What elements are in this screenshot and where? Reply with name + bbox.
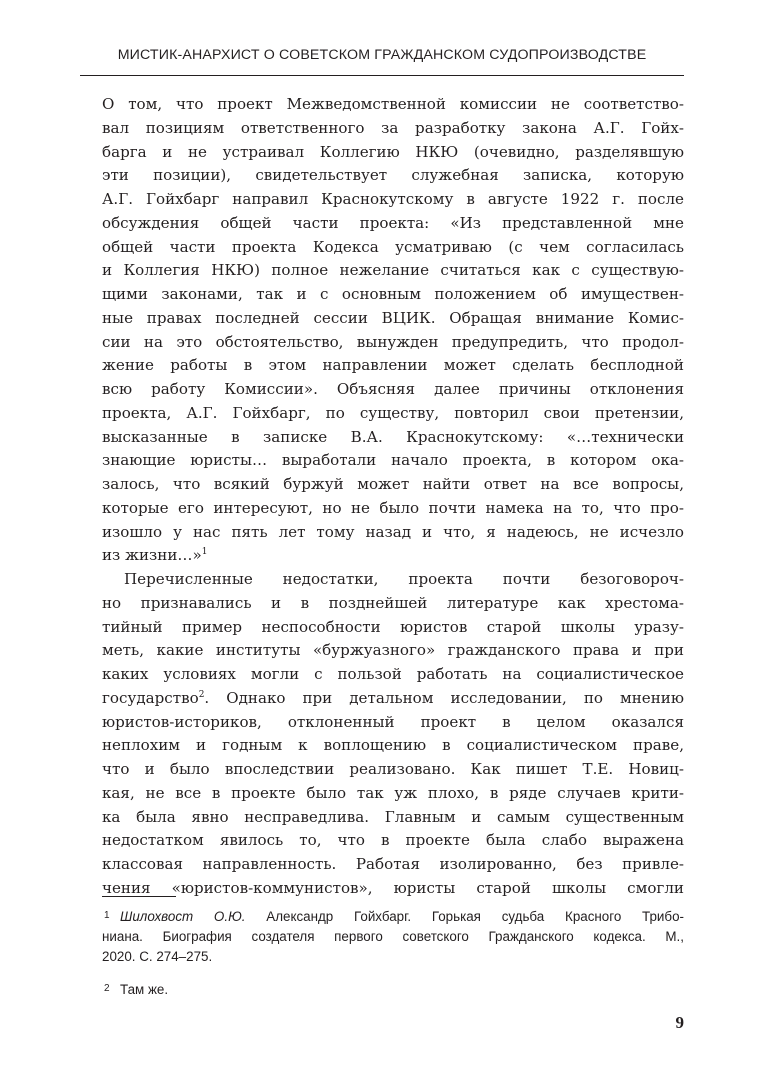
- text-line: кая, не все в проекте было так уж плохо, в ряде случаев крити-: [102, 783, 684, 802]
- text-line: О том, что проект Межведомственной комиссии не соответство-: [102, 95, 684, 113]
- text-line: которые его интересуют, но не было почти намека на то, что про-: [102, 498, 684, 517]
- page-number: 9: [675, 1013, 684, 1032]
- text-line: барга и не устраивал Коллегию НКЮ (очевидно, разделявшую: [102, 142, 684, 161]
- text-fragment: из жизни…»: [102, 546, 202, 565]
- footnote-line: 2020. С. 274–275.: [102, 949, 213, 964]
- text-line: А.Г. Гойхбарг направил Краснокутскому в августе 1922 г. после: [102, 190, 684, 208]
- text-line: [102, 544, 684, 568]
- footnote-line: ниана. Биография создателя первого советского Гражданского кодекса. М.,: [102, 929, 684, 944]
- text-line: сии на это обстоятельство, вынужден предупредить, что продол-: [102, 332, 684, 351]
- footnote-ref[interactable]: 2: [198, 689, 205, 700]
- footnote-number: 1: [104, 910, 110, 921]
- text-line: чения «юристов-коммунистов», юристы старой школы смогли: [102, 878, 684, 897]
- text-line: изошло у нас пять лет тому назад и что, я надеюсь, не исчезло: [102, 522, 684, 541]
- text-line: вал позициям ответственного за разработку закона А.Г. Гойх-: [102, 118, 684, 137]
- text-line: эти позиции), свидетельствует служебная записка, которую: [102, 166, 684, 185]
- text-line: тийный пример неспособности юристов старой школы уразу-: [102, 617, 684, 636]
- text-line: меть, какие институты «буржуазного» гражданского права и при: [102, 641, 684, 660]
- text-line: высказанные в записке В.А. Краснокутскому: «…технически: [102, 427, 684, 446]
- text-line: [102, 687, 684, 711]
- footnote-1: [102, 906, 684, 967]
- text-line: всю работу Комиссии». Объясняя далее причины отклонения: [102, 380, 684, 398]
- text-line: обсуждения общей части проекта: «Из представленной мне: [102, 213, 684, 232]
- text-fragment: . Однако при детальном исследовании, по мнению: [204, 688, 684, 707]
- text-line: что и было впоследствии реализовано. Как пишет Т.Е. Новиц-: [102, 760, 684, 778]
- main-text: [102, 93, 684, 901]
- footnote-number: 2: [104, 983, 110, 994]
- text-line: юристов-историков, отклоненный проект в целом оказался: [102, 712, 684, 731]
- text-line: ка была явно несправедлива. Главным и самым существенным: [102, 807, 684, 826]
- text-line: неплохим и годным к воплощению в социалистическом праве,: [102, 736, 684, 755]
- header-divider: [80, 75, 684, 76]
- text-line: щими законами, так и с основным положением об имуществен-: [102, 285, 684, 303]
- footnote-text: Там же.: [120, 982, 169, 997]
- text-fragment: государство: [102, 688, 199, 707]
- footnote-2: [102, 979, 684, 1000]
- text-line: и Коллегия НКЮ) полное нежелание считаться как с существую-: [102, 261, 684, 280]
- running-head: МИСТИК-АНАРХИСТ О СОВЕТСКОМ ГРАЖДАНСКОМ СУДОПРОИЗВОДСТВЕ: [117, 47, 647, 63]
- footnote-line: [102, 979, 684, 1000]
- text-line: недостатком явилось то, что в проекте была слабо выражена: [102, 831, 684, 850]
- text-line: знающие юристы… выработали начало проекта, в котором ока-: [102, 451, 684, 470]
- footnote-divider: [102, 896, 176, 897]
- text-line: ные правах последней сессии ВЦИК. Обращая внимание Комис-: [102, 308, 684, 327]
- text-line: жение работы в этом направлении может сделать бесплодной: [102, 356, 684, 375]
- text-line: классовая направленность. Работая изолированно, без привле-: [102, 855, 684, 873]
- footnote-ref[interactable]: 1: [201, 547, 208, 558]
- footnote-text: Александр Гойхбарг. Горькая судьба Красного Трибо-: [245, 909, 684, 924]
- text-line: но признавались и в позднейшей литературе как хрестома-: [102, 593, 684, 612]
- footnote-line: [102, 906, 684, 927]
- text-line: Перечисленные недостатки, проекта почти безоговороч-: [124, 570, 684, 588]
- text-line: залось, что всякий буржуй может найти ответ на все вопросы,: [102, 475, 684, 493]
- text-line: каких условиях могли с пользой работать на социалистическое: [102, 665, 684, 683]
- text-line: общей части проекта Кодекса усматриваю (с чем согласилась: [102, 237, 684, 256]
- footnotes: [102, 906, 684, 1000]
- text-line: проекта, А.Г. Гойхбарг, по существу, повторил свои претензии,: [102, 403, 684, 422]
- footnote-author: Шилохвост О.Ю.: [120, 909, 246, 924]
